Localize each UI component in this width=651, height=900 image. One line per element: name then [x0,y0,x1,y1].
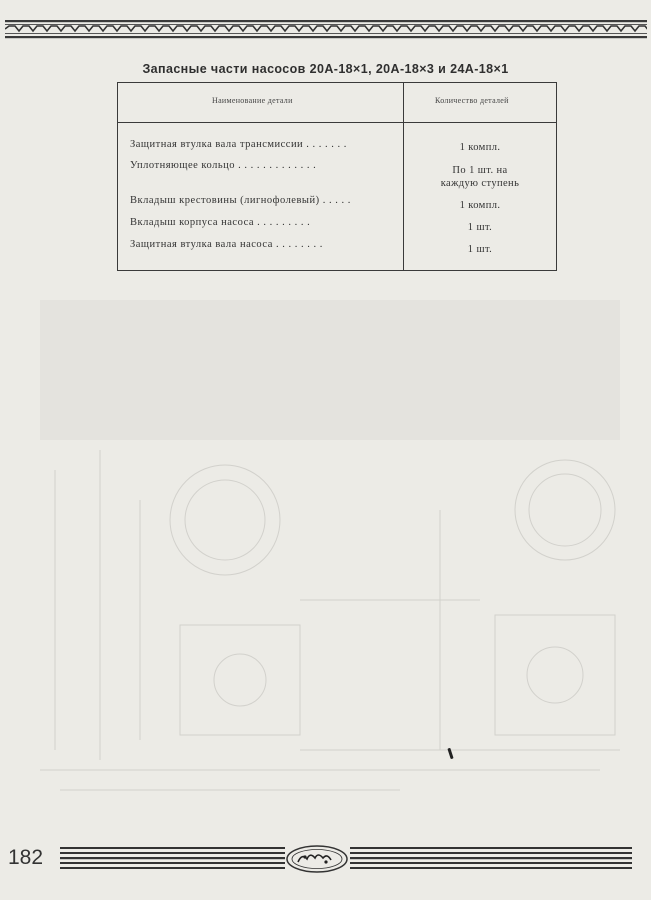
show-through-drawing [0,270,651,830]
row-quantity: По 1 шт. на каждую ступень [440,165,520,189]
row-quantity: 1 шт. [467,244,493,255]
table-header-rule [117,122,557,123]
table-top-rule [117,82,557,83]
row-quantity: 1 шт. [467,222,493,233]
table-title: Запасные части насосов 20А-18×1, 20А-18×3 и 24А-18×1 [142,62,509,76]
row-name: Вкладыш корпуса насоса . . . . . . . . . [130,217,311,228]
publisher-emblem-icon [287,846,347,872]
row-name: Вкладыш крестовины (лигнофолевый) . . . . . [130,195,351,206]
table-left-rule [117,82,118,270]
spare-parts-table [117,82,557,270]
row-name: Уплотняющее кольцо . . . . . . . . . . . . . [130,160,317,171]
row-name: Защитная втулка вала насоса . . . . . . . . [130,239,323,250]
row-quantity: 1 компл. [459,142,501,153]
header-quantity: Количество деталей [435,96,509,105]
bottom-ornamental-border [60,844,632,874]
header-part-name: Наименование детали [212,96,293,105]
top-ornamental-border [5,18,647,40]
row-quantity: 1 компл. [459,200,501,211]
row-name: Защитная втулка вала трансмиссии . . . . . . . [130,139,347,150]
page-number: 182 [8,846,44,869]
